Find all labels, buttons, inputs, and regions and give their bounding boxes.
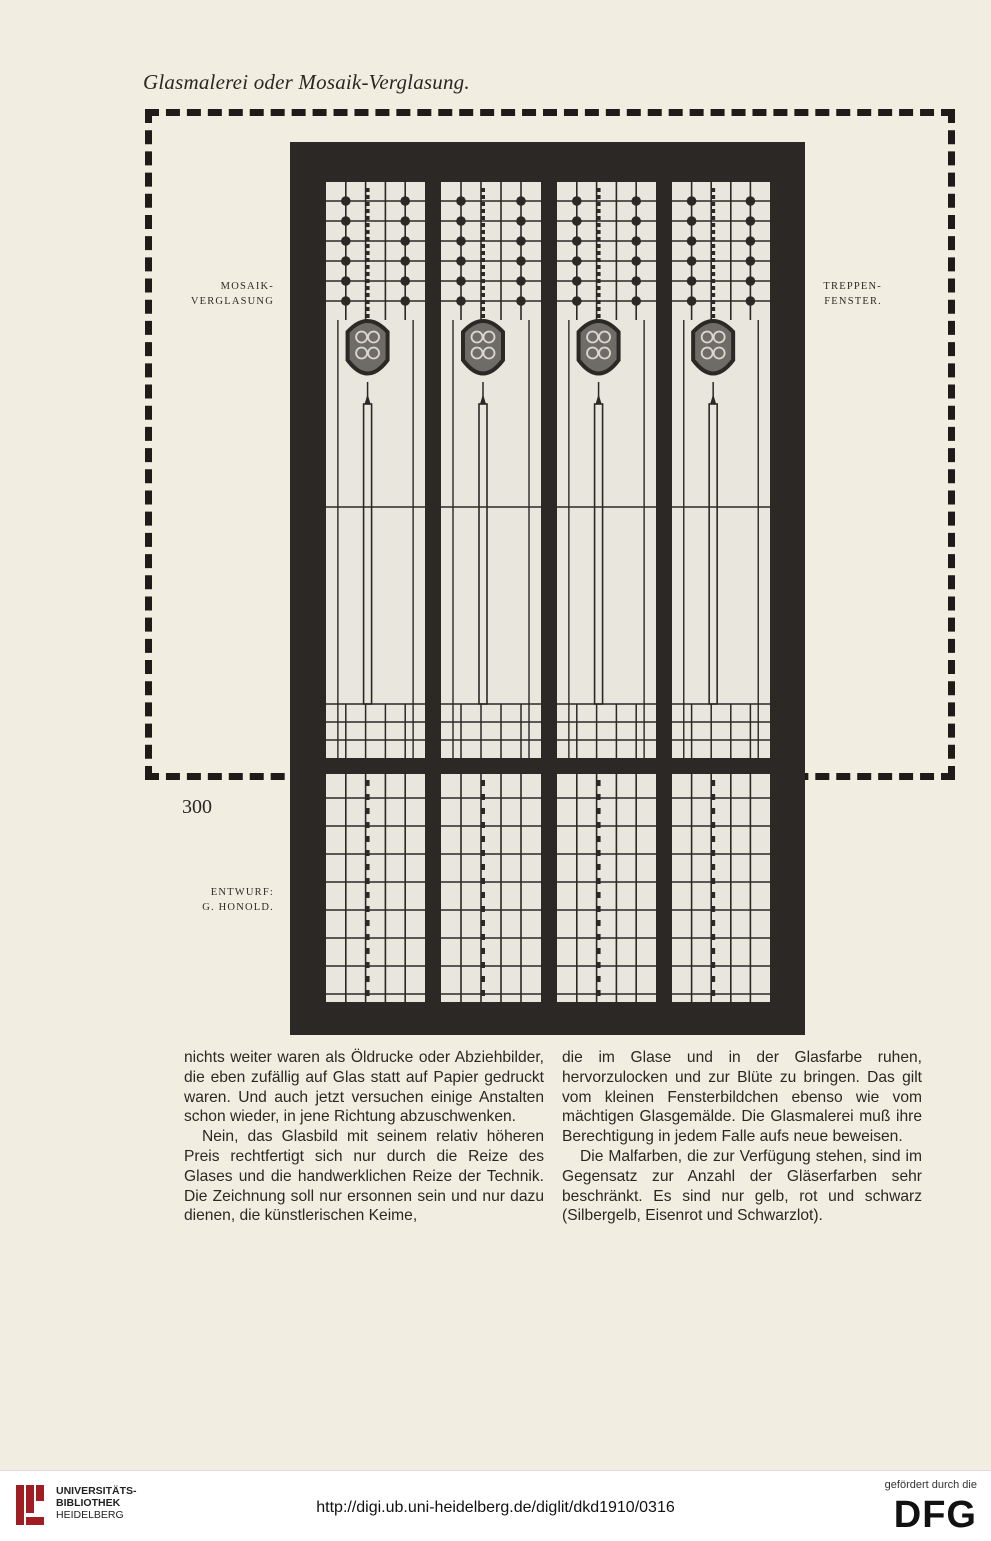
stem-bead bbox=[366, 808, 370, 814]
stem-bead bbox=[481, 822, 485, 828]
stem-bead bbox=[481, 864, 485, 870]
glass-jewel bbox=[341, 276, 351, 286]
glass-jewel bbox=[687, 256, 697, 266]
glass-pane bbox=[672, 774, 770, 1002]
stem-bead bbox=[481, 272, 485, 276]
stem-bead bbox=[597, 906, 601, 912]
stem-bead bbox=[711, 209, 715, 213]
glass-jewel bbox=[456, 236, 466, 246]
library-name-line: HEIDELBERG bbox=[56, 1509, 124, 1521]
stem-bead bbox=[481, 808, 485, 814]
stem-bead bbox=[711, 293, 715, 297]
stem-bead bbox=[481, 962, 485, 968]
stem-bead bbox=[481, 920, 485, 926]
stem-bead bbox=[366, 976, 370, 982]
glass-jewel bbox=[631, 256, 641, 266]
caption-mosaik-verglasung bbox=[150, 279, 274, 309]
stem-bead bbox=[711, 976, 715, 982]
stem-bead bbox=[597, 195, 601, 199]
stem-bead bbox=[481, 300, 485, 304]
stem-bead bbox=[597, 265, 601, 269]
stem-bead bbox=[366, 223, 370, 227]
glass-jewel bbox=[687, 196, 697, 206]
stem-bead bbox=[481, 279, 485, 283]
stem-bead bbox=[597, 808, 601, 814]
caption-treppen-fenster bbox=[806, 279, 882, 309]
stem-bead bbox=[366, 990, 370, 996]
glass-jewel bbox=[341, 216, 351, 226]
glass-jewel bbox=[631, 196, 641, 206]
stem-bead bbox=[481, 976, 485, 982]
glass-jewel bbox=[572, 296, 582, 306]
stem-bead bbox=[711, 265, 715, 269]
stem-bead bbox=[481, 209, 485, 213]
stem-bead bbox=[366, 864, 370, 870]
paragraph: die im Glase und in der Glasfarbe ruhen, hervorzulocken und zur Blüte zu bringen. Das gilt vom kleinen Fensterbildchen ebenso wie vom mächtigen Glasgemälde. Die Glasmalerei muß ihre Berechtigung in jedem Falle aufs neue beweisen. bbox=[562, 1049, 922, 1146]
stem-bead bbox=[481, 216, 485, 220]
glass-jewel bbox=[572, 196, 582, 206]
library-name-line: UNIVERSITÄTS- bbox=[56, 1485, 137, 1497]
caption-line: G. HONOLD. bbox=[202, 902, 274, 913]
stem-bead bbox=[366, 794, 370, 800]
glass-jewel bbox=[400, 196, 410, 206]
stem-bead bbox=[481, 258, 485, 262]
transom-bar bbox=[290, 758, 805, 774]
stem-bead bbox=[711, 272, 715, 276]
stem-bead bbox=[597, 314, 601, 318]
glass-pane bbox=[557, 774, 656, 1002]
stem-bead bbox=[711, 808, 715, 814]
stem-bead bbox=[597, 286, 601, 290]
medallion bbox=[693, 321, 733, 374]
stem-bead bbox=[597, 836, 601, 842]
stem-bead bbox=[481, 794, 485, 800]
glass-jewel bbox=[746, 296, 756, 306]
stem-bead bbox=[481, 892, 485, 898]
glass-jewel bbox=[746, 196, 756, 206]
glass-jewel bbox=[572, 236, 582, 246]
glass-jewel bbox=[456, 196, 466, 206]
stem-bead bbox=[597, 279, 601, 283]
stem-bead bbox=[366, 244, 370, 248]
stem-bead bbox=[366, 307, 370, 311]
glass-jewel bbox=[516, 256, 526, 266]
stem-bead bbox=[597, 251, 601, 255]
stem-bead bbox=[597, 962, 601, 968]
stem-bead bbox=[366, 850, 370, 856]
stem-bead bbox=[597, 300, 601, 304]
medallion bbox=[579, 321, 619, 374]
glass-jewel bbox=[400, 216, 410, 226]
stem-bead bbox=[711, 962, 715, 968]
stem-bead bbox=[481, 237, 485, 241]
stem-bead bbox=[366, 300, 370, 304]
glass-jewel bbox=[341, 196, 351, 206]
stem-bead bbox=[711, 251, 715, 255]
stem-bead bbox=[597, 864, 601, 870]
stem-bead bbox=[597, 892, 601, 898]
plate-stained-glass-window bbox=[290, 142, 805, 1035]
glass-pane bbox=[326, 182, 425, 758]
caption-line: FENSTER. bbox=[824, 296, 882, 307]
glass-jewel bbox=[687, 216, 697, 226]
stem-bead bbox=[711, 934, 715, 940]
stem-bead bbox=[366, 934, 370, 940]
stem-bead bbox=[481, 265, 485, 269]
stem-bead bbox=[366, 265, 370, 269]
stem-bead bbox=[597, 272, 601, 276]
glass-jewel bbox=[746, 276, 756, 286]
footer-bar bbox=[0, 1470, 991, 1541]
stem-bead bbox=[366, 258, 370, 262]
stem-bead bbox=[597, 920, 601, 926]
stem-bead bbox=[366, 822, 370, 828]
permalink-url[interactable]: http://digi.ub.uni-heidelberg.de/diglit/dkd1910/0316 bbox=[316, 1499, 675, 1516]
stem-bead bbox=[481, 293, 485, 297]
glass-jewel bbox=[687, 276, 697, 286]
stem-bead bbox=[711, 906, 715, 912]
caption-entwurf bbox=[150, 885, 274, 915]
stem-bead bbox=[366, 188, 370, 192]
stem-bead bbox=[711, 948, 715, 954]
glass-jewel bbox=[631, 296, 641, 306]
stem-bead bbox=[711, 836, 715, 842]
dfg-logo: DFG bbox=[893, 1494, 977, 1536]
stem-bead bbox=[481, 906, 485, 912]
glass-pane bbox=[441, 774, 541, 1002]
stem-bead bbox=[711, 244, 715, 248]
glass-jewel bbox=[516, 276, 526, 286]
glass-jewel bbox=[456, 256, 466, 266]
running-title: Glasmalerei oder Mosaik-Verglasung. bbox=[143, 70, 470, 94]
stem-bead bbox=[366, 195, 370, 199]
stem-bead bbox=[597, 794, 601, 800]
glass-jewel bbox=[456, 216, 466, 226]
stem-bead bbox=[481, 307, 485, 311]
glass-jewel bbox=[746, 216, 756, 226]
stem-bead bbox=[366, 293, 370, 297]
glass-pane bbox=[557, 182, 656, 758]
stem-bead bbox=[597, 307, 601, 311]
glass-jewel bbox=[746, 236, 756, 246]
stem-bead bbox=[711, 195, 715, 199]
stem-bead bbox=[481, 244, 485, 248]
paragraph: Nein, das Glasbild mit seinem relativ höheren Preis rechtfertigt sich nur durch die Reize des Glases und die handwerklichen Reize der Technik. Die Zeichnung soll nur ersonnen sein und nur dazu dienen, die künstlerischen Keime, bbox=[184, 1128, 544, 1225]
glass-jewel bbox=[572, 256, 582, 266]
stem-bead bbox=[597, 780, 601, 786]
stem-bead bbox=[597, 878, 601, 884]
stem-bead bbox=[597, 822, 601, 828]
stem-bead bbox=[597, 293, 601, 297]
stem-bead bbox=[481, 195, 485, 199]
glass-jewel bbox=[400, 256, 410, 266]
glass-jewel bbox=[516, 296, 526, 306]
stem-bead bbox=[597, 850, 601, 856]
glass-jewel bbox=[516, 196, 526, 206]
stem-bead bbox=[366, 272, 370, 276]
stem-bead bbox=[597, 202, 601, 206]
stem-bead bbox=[597, 990, 601, 996]
stem-bead bbox=[711, 286, 715, 290]
funding-label: gefördert durch die bbox=[884, 1479, 977, 1491]
stem-bead bbox=[366, 948, 370, 954]
stem-bead bbox=[711, 237, 715, 241]
stem-bead bbox=[481, 251, 485, 255]
stem-bead bbox=[597, 948, 601, 954]
glass-jewel bbox=[341, 256, 351, 266]
caption-line: VERGLASUNG bbox=[190, 296, 274, 307]
stem-bead bbox=[481, 850, 485, 856]
glass-jewel bbox=[516, 216, 526, 226]
stem-bead bbox=[597, 934, 601, 940]
library-name-line: BIBLIOTHEK bbox=[56, 1497, 121, 1509]
stem-bead bbox=[711, 892, 715, 898]
stem-bead bbox=[481, 934, 485, 940]
stem-bead bbox=[711, 216, 715, 220]
stained-glass-window-illustration bbox=[290, 142, 805, 1035]
stem-bead bbox=[481, 286, 485, 290]
stem-bead bbox=[597, 244, 601, 248]
paragraph: nichts weiter waren als Öldrucke oder Abziehbilder, die eben zufällig auf Glas statt auf Papier gedruckt waren. Und auch jetzt versuchen einige Anstalten schon wieder, in jene Richtung abzuschwenken. bbox=[184, 1049, 544, 1126]
glass-jewel bbox=[400, 296, 410, 306]
stem-bead bbox=[481, 230, 485, 234]
stem-bead bbox=[597, 216, 601, 220]
glass-jewel bbox=[631, 216, 641, 226]
stem-bead bbox=[366, 962, 370, 968]
stem-bead bbox=[366, 209, 370, 213]
stem-bead bbox=[597, 223, 601, 227]
stem-bead bbox=[597, 237, 601, 241]
stem-bead bbox=[711, 258, 715, 262]
glass-jewel bbox=[572, 216, 582, 226]
stem-bead bbox=[366, 878, 370, 884]
stem-bead bbox=[366, 286, 370, 290]
stem-bead bbox=[366, 230, 370, 234]
stem-bead bbox=[597, 976, 601, 982]
stem-bead bbox=[366, 836, 370, 842]
stem-bead bbox=[481, 878, 485, 884]
glass-jewel bbox=[456, 276, 466, 286]
paragraph: Die Malfarben, die zur Verfügung stehen, sind im Gegensatz zur Anzahl der Gläserfarben sehr beschränkt. Es sind nur gelb, rot und schwarz (Silbergelb, Eisenrot und Schwarzlot). bbox=[562, 1147, 922, 1225]
stem-bead bbox=[481, 202, 485, 206]
medallion bbox=[348, 321, 388, 374]
stem-bead bbox=[366, 780, 370, 786]
glass-jewel bbox=[631, 236, 641, 246]
stem-bead bbox=[481, 188, 485, 192]
glass-jewel bbox=[631, 276, 641, 286]
stem-bead bbox=[481, 223, 485, 227]
stem-bead bbox=[366, 906, 370, 912]
stem-bead bbox=[366, 237, 370, 241]
stem-bead bbox=[597, 230, 601, 234]
glass-jewel bbox=[400, 276, 410, 286]
glass-jewel bbox=[687, 236, 697, 246]
stem-bead bbox=[481, 780, 485, 786]
glass-pane bbox=[672, 182, 770, 758]
page-number: 300 bbox=[182, 796, 212, 818]
medallion bbox=[463, 321, 503, 374]
stem-bead bbox=[366, 279, 370, 283]
caption-line: TREPPEN- bbox=[823, 281, 882, 292]
caption-line: MOSAIK- bbox=[220, 281, 274, 292]
stem-bead bbox=[711, 188, 715, 192]
stem-bead bbox=[366, 216, 370, 220]
glass-jewel bbox=[400, 236, 410, 246]
stem-bead bbox=[711, 279, 715, 283]
glass-jewel bbox=[341, 296, 351, 306]
stem-bead bbox=[711, 990, 715, 996]
glass-pane bbox=[326, 774, 425, 1002]
body-text-right-column bbox=[562, 1048, 922, 1226]
stem-bead bbox=[366, 920, 370, 926]
caption-line: ENTWURF: bbox=[210, 887, 274, 898]
stem-bead bbox=[711, 780, 715, 786]
stem-bead bbox=[481, 836, 485, 842]
glass-jewel bbox=[456, 296, 466, 306]
glass-jewel bbox=[687, 296, 697, 306]
stem-bead bbox=[481, 314, 485, 318]
stem-bead bbox=[711, 920, 715, 926]
stem-bead bbox=[711, 230, 715, 234]
glass-jewel bbox=[572, 276, 582, 286]
stem-bead bbox=[597, 209, 601, 213]
glass-jewel bbox=[516, 236, 526, 246]
stem-bead bbox=[711, 864, 715, 870]
stem-bead bbox=[711, 850, 715, 856]
body-text-left-column bbox=[184, 1048, 544, 1226]
stem-bead bbox=[711, 314, 715, 318]
stem-bead bbox=[711, 300, 715, 304]
stem-bead bbox=[711, 307, 715, 311]
stem-bead bbox=[366, 314, 370, 318]
glass-pane bbox=[441, 182, 541, 758]
stem-bead bbox=[711, 878, 715, 884]
stem-bead bbox=[366, 251, 370, 255]
stem-bead bbox=[711, 223, 715, 227]
stem-bead bbox=[597, 188, 601, 192]
stem-bead bbox=[481, 948, 485, 954]
stem-bead bbox=[366, 892, 370, 898]
stem-bead bbox=[711, 202, 715, 206]
stem-bead bbox=[481, 990, 485, 996]
stem-bead bbox=[366, 202, 370, 206]
stem-bead bbox=[597, 258, 601, 262]
stem-bead bbox=[711, 822, 715, 828]
glass-jewel bbox=[341, 236, 351, 246]
stem-bead bbox=[711, 794, 715, 800]
glass-jewel bbox=[746, 256, 756, 266]
